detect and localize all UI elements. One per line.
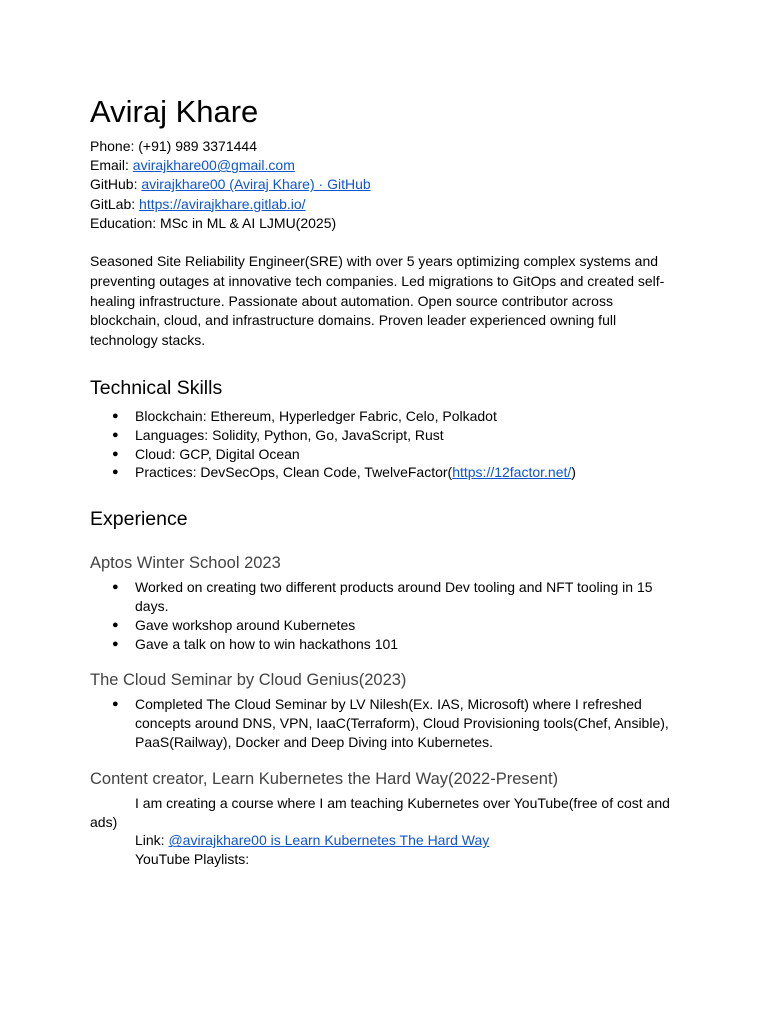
bullet-icon: ● (112, 466, 119, 479)
bullet-icon: ● (112, 410, 119, 422)
summary-paragraph: Seasoned Site Reliability Engineer(SRE) with over 5 years optimizing complex systems and preventing outages at innovative tech companies. Led migrations to GitOps and created self-healing infrastructure. Passionate about automation. Open source contributor across blockchain, cloud, and infrastructure domains. Proven leader experienced owning full technology stacks. (90, 253, 665, 349)
practices-text: Practices: DevSecOps, Clean Code, TwelveFactor( (135, 464, 453, 481)
list-item (90, 463, 680, 482)
list-item (90, 578, 680, 616)
skill-text: Cloud: GCP, Digital Ocean (135, 445, 300, 462)
job-bullets (90, 695, 680, 751)
job-bullet-text: Gave workshop around Kubernetes (135, 616, 356, 633)
playlists-line: YouTube Playlists: (135, 851, 250, 868)
list-item (90, 635, 680, 654)
skill-text: Languages: Solidity, Python, Go, JavaScript, Rust (135, 426, 444, 443)
contact-block (90, 137, 680, 233)
resume-page (90, 92, 680, 869)
education-line: Education: MSc in ML & AI LJMU(2025) (90, 214, 337, 231)
gitlab-link[interactable]: https://avirajkhare.gitlab.io/ (139, 195, 306, 212)
gitlab-label: GitLab: (90, 195, 140, 212)
job-paragraph: I am creating a course where I am teaching Kubernetes over YouTube(free of cost and ads) (90, 794, 670, 830)
github-line (90, 175, 680, 194)
skill-text: Blockchain: Ethereum, Hyperledger Fabric, Celo, Polkadot (135, 408, 497, 424)
email-label: Email: (90, 157, 133, 174)
bullet-icon: ● (112, 698, 119, 711)
github-label: GitHub: (90, 176, 142, 193)
email-link[interactable]: avirajkhare00@gmail.com (132, 157, 295, 174)
phone-line (90, 137, 680, 156)
link-label: Link: (135, 832, 169, 849)
list-item (90, 426, 680, 445)
phone-label: Phone: (90, 138, 139, 154)
list-item (90, 445, 680, 464)
job-title: Aptos Winter School 2023 (90, 554, 281, 573)
list-item (90, 695, 680, 751)
bullet-icon: ● (112, 581, 119, 594)
course-link[interactable]: @avirajkhare00 is Learn Kubernetes The Hard Way (168, 832, 490, 849)
list-item (90, 616, 680, 635)
job-title: The Cloud Seminar by Cloud Genius(2023) (90, 671, 407, 690)
job-bullet-text: Gave a talk on how to win hackathons 101 (135, 635, 399, 652)
bullet-icon: ● (112, 428, 119, 441)
gitlab-line (90, 195, 680, 214)
email-line (90, 156, 680, 175)
practices-suffix: ) (571, 464, 576, 481)
twelvefactor-link[interactable]: https://12factor.net/ (452, 464, 572, 481)
experience-heading: Experience (90, 508, 188, 531)
skills-heading: Technical Skills (90, 377, 223, 399)
job-title: Content creator, Learn Kubernetes the Hard Way(2022-Present) (90, 769, 559, 788)
job-bullet-text: Worked on creating two different products around Dev tooling and NFT tooling in 15 days. (135, 579, 653, 614)
job-bullet-text: Completed The Cloud Seminar by LV Nilesh(Ex. IAS, Microsoft) where I refreshed concepts around DNS, VPN, IaaC(Terraform), Cloud Provisioning tools(Chef, Ansible), PaaS(Railway), Docker and Deep Diving into Kubernetes. (135, 696, 669, 750)
list-item (90, 407, 680, 426)
resume-name: Aviraj Khare (90, 94, 259, 129)
bullet-icon: ● (112, 637, 119, 650)
bullet-icon: ● (112, 618, 119, 631)
job-bullets (90, 578, 680, 653)
course-link-line (90, 831, 680, 850)
bullet-icon: ● (112, 447, 119, 460)
github-link[interactable]: avirajkhare00 (Aviraj Khare) · GitHub (141, 176, 371, 193)
skills-list (90, 407, 680, 482)
phone-value: (+91) 989 3371444 (138, 138, 257, 154)
